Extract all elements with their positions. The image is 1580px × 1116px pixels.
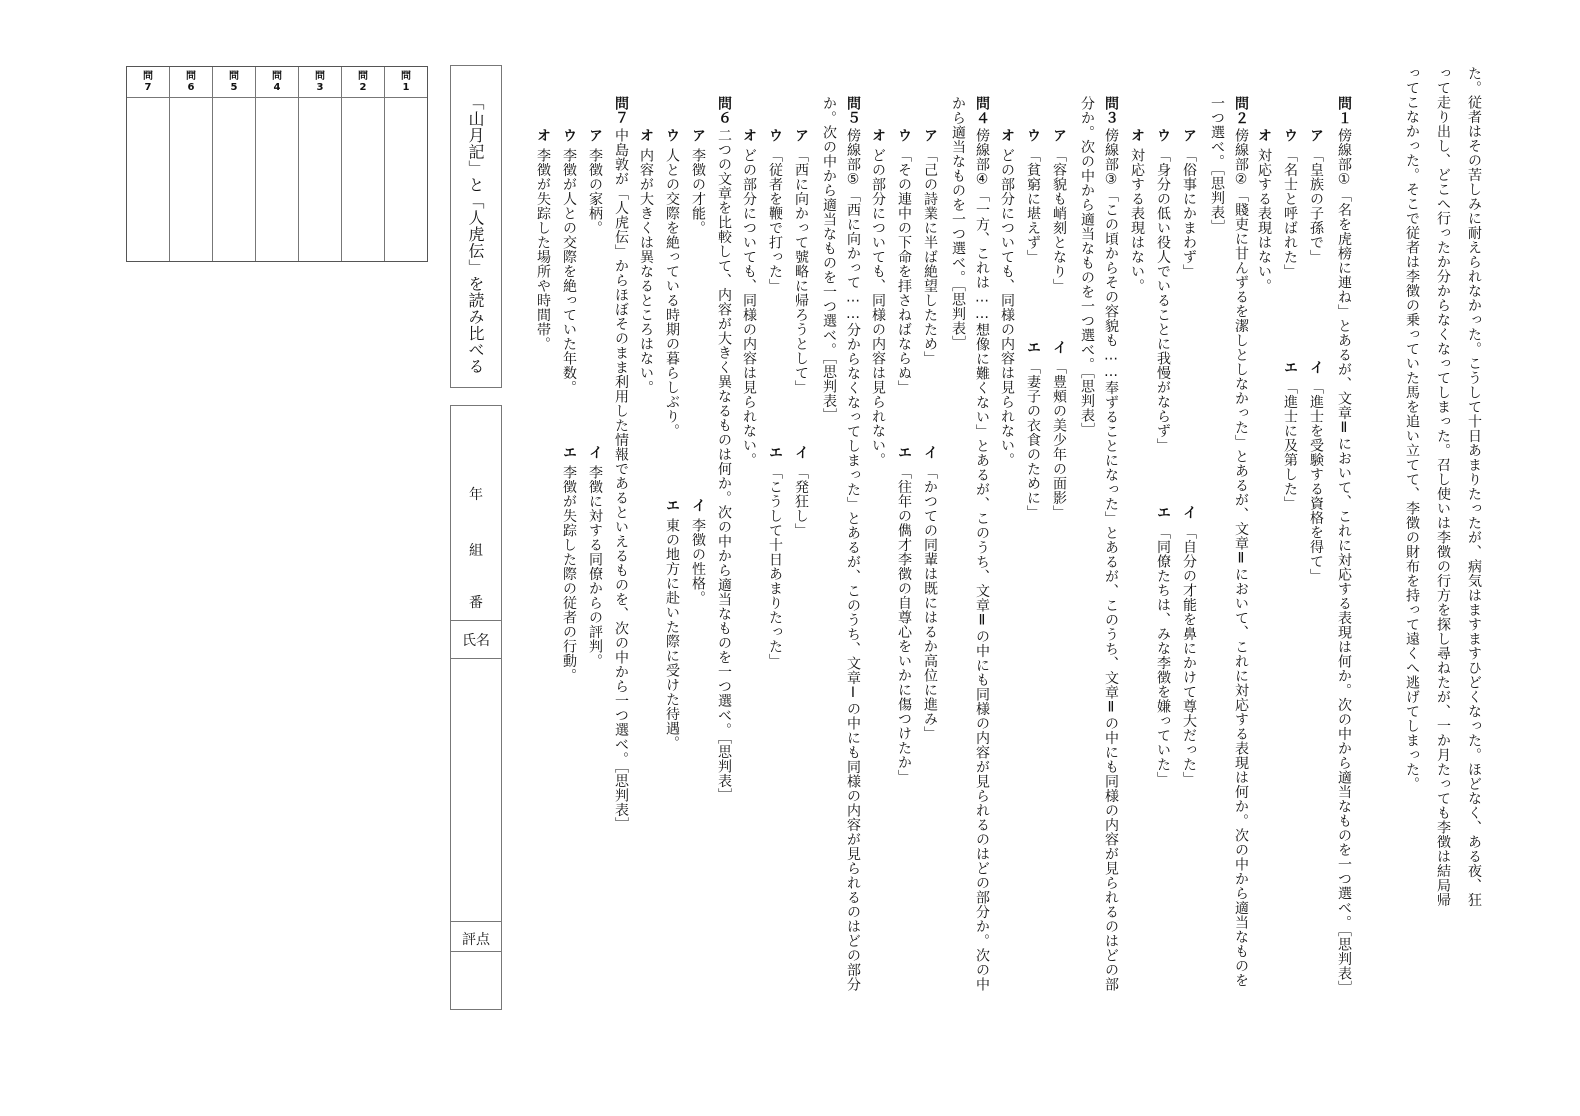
answer-cell[interactable] xyxy=(341,67,384,261)
answer-cell[interactable] xyxy=(384,67,427,261)
option-mark: ウ xyxy=(1025,128,1041,143)
question-number: 問７ xyxy=(613,96,629,125)
question-number: 問５ xyxy=(845,96,861,125)
option-text: 「進士に及第した」 xyxy=(1282,380,1298,511)
class-label: 組 xyxy=(469,543,483,559)
number-label: 番 xyxy=(469,595,483,611)
option-text: 李徴が人との交際を絶っていた年数。 xyxy=(561,148,577,395)
score-label: 評点 xyxy=(462,932,490,948)
option-text: 「容貌も峭刻となり」 xyxy=(1051,148,1067,293)
answer-header: 問 5 xyxy=(213,67,255,98)
option-mark: エ xyxy=(664,498,680,513)
option-text: 李徴の才能。 xyxy=(690,148,706,235)
option-text: 東の地方に赴いた際に受けた待遇。 xyxy=(664,518,680,750)
answer-header: 問 7 xyxy=(127,67,169,98)
question-stem: 傍線部③「この頃からその容貌も……奉ずることになった」とあるが、このうち、文章Ⅱの中にも同様の内容が見られるのはどの部 xyxy=(1103,128,1119,992)
question-stem: 二つの文章を比較して、内容が大きく異なるものは何か。次の中から適当なものを一つ選べ。［思判表］ xyxy=(716,128,732,803)
option-text: どの部分についても、同様の内容は見られない。 xyxy=(741,148,757,467)
option-text: 李徴の家柄。 xyxy=(587,148,603,235)
option-mark: イ xyxy=(587,445,603,460)
option-mark: ア xyxy=(587,128,603,143)
option-mark: イ xyxy=(793,445,809,460)
question-number: 問６ xyxy=(716,96,732,125)
option-text: 「名士と呼ばれた」 xyxy=(1282,148,1298,279)
option-mark: オ xyxy=(638,128,654,143)
option-text: 「自分の才能を鼻にかけて尊大だった」 xyxy=(1181,525,1197,786)
option-mark: オ xyxy=(870,128,886,143)
answer-cell[interactable] xyxy=(169,67,212,261)
question-stem: 中島敦が「人虎伝」からほぼそのまま利用した情報であるといえるものを、次の中から一つ選べ。［思判表］ xyxy=(613,128,629,832)
option-mark: オ xyxy=(741,128,757,143)
question-number: 問３ xyxy=(1103,96,1119,125)
name-field[interactable] xyxy=(451,659,501,921)
answer-grid xyxy=(126,66,428,262)
option-mark: ア xyxy=(793,128,809,143)
option-mark: イ xyxy=(1308,360,1324,375)
answer-cell[interactable] xyxy=(255,67,298,261)
option-mark: エ xyxy=(1282,360,1298,375)
option-mark: エ xyxy=(1025,340,1041,355)
passage-line: って走り出し、どこへ行ったか分からなくなってしまった。召し使いは李徴の行方を探し尋ねたが、一か月たっても李徴は結局帰 xyxy=(1435,66,1451,907)
question-stem: 傍線部⑤「西に向かって……分からなくなってしまった」とあるが、このうち、文章Ⅰの中にも同様の内容が見られるのはどの部分 xyxy=(845,128,861,992)
option-text: 「同僚たちは、みな李徴を嫌っていた」 xyxy=(1155,525,1171,786)
option-mark: ウ xyxy=(1155,128,1171,143)
option-text: 「従者を鞭で打った」 xyxy=(767,148,783,293)
option-text: 「妻子の衣食のために」 xyxy=(1025,360,1041,520)
option-text: どの部分についても、同様の内容は見られない。 xyxy=(870,148,886,467)
question-stem: 分か。次の中から適当なものを一つ選べ。［思判表］ xyxy=(1079,96,1095,437)
option-text: 「身分の低い役人でいることに我慢がならず」 xyxy=(1155,148,1171,453)
option-mark: オ xyxy=(999,128,1015,143)
option-text: どの部分についても、同様の内容は見られない。 xyxy=(999,148,1015,467)
divider xyxy=(451,921,501,922)
option-text: 「かつての同輩は既にはるか高位に進み」 xyxy=(922,465,938,741)
title-box xyxy=(450,65,502,388)
option-text: 「貧窮に堪えず」 xyxy=(1025,148,1041,264)
option-text: 「その連中の下命を拝さねばならぬ」 xyxy=(896,148,912,395)
option-mark: イ xyxy=(1051,340,1067,355)
question-stem: 傍線部②「賤吏に甘んずるを潔しとしなかった」とあるが、文章Ⅱにおいて、これに対応する表現は何か。次の中から適当なものを xyxy=(1233,128,1249,988)
answer-header: 問 6 xyxy=(170,67,212,98)
answer-cell[interactable] xyxy=(212,67,255,261)
option-mark: イ xyxy=(690,498,706,513)
option-mark: ア xyxy=(1051,128,1067,143)
question-stem: 傍線部④「一方、これは……想像に難くない」とあるが、このうち、文章Ⅱの中にも同様の内容が見られるのはどの部分か。次の中 xyxy=(974,128,990,992)
option-mark: ア xyxy=(1308,128,1324,143)
option-mark: ア xyxy=(690,128,706,143)
option-text: 「発狂し」 xyxy=(793,465,809,538)
score-field[interactable] xyxy=(451,952,501,1009)
option-mark: ウ xyxy=(561,128,577,143)
question-stem: 傍線部①「名を虎榜に連ね」とあるが、文章Ⅱにおいて、これに対応する表現は何か。次の中から適当なものを一つ選べ。［思判表］ xyxy=(1336,128,1352,995)
option-mark: イ xyxy=(1181,505,1197,520)
question-stem: から適当なものを一つ選べ。［思判表］ xyxy=(950,96,966,350)
option-mark: ウ xyxy=(664,128,680,143)
option-text: 「俗事にかまわず」 xyxy=(1181,148,1197,279)
answer-cell[interactable] xyxy=(127,67,169,261)
passage-line: ってこなかった。そこで従者は李徴の乗っていた馬を追い立てて、李徴の財布を持って遠くへ逃げてしまった。 xyxy=(1404,66,1420,791)
answer-header: 問 2 xyxy=(342,67,384,98)
option-text: 李徴に対する同僚からの評判。 xyxy=(587,465,603,668)
option-mark: ア xyxy=(1181,128,1197,143)
worksheet-title: 「山月記」と「人虎伝」を読み比べる xyxy=(466,94,485,375)
option-mark: イ xyxy=(922,445,938,460)
option-text: 対応する表現はない。 xyxy=(1129,148,1145,293)
option-text: 「己の詩業に半ば絶望したため」 xyxy=(922,148,938,366)
name-box xyxy=(450,405,502,1010)
answer-cell[interactable] xyxy=(298,67,341,261)
name-label: 氏名 xyxy=(462,633,490,649)
option-text: 対応する表現はない。 xyxy=(1256,148,1272,293)
option-mark: オ xyxy=(1256,128,1272,143)
answer-header: 問 1 xyxy=(385,67,427,98)
option-text: 人との交際を絶っている時期の暮らしぶり。 xyxy=(664,148,680,438)
option-mark: ウ xyxy=(767,128,783,143)
option-mark: ア xyxy=(922,128,938,143)
year-label: 年 xyxy=(469,487,483,503)
option-mark: エ xyxy=(561,445,577,460)
question-number: 問４ xyxy=(974,96,990,125)
question-stem: か。次の中から適当なものを一つ選べ。［思判表］ xyxy=(821,96,837,423)
answer-header: 問 4 xyxy=(256,67,298,98)
passage-line: た。従者はその苦しみに耐えられなかった。こうして十日あまりたったが、病気はますますひどくなった。ほどなく、ある夜、狂 xyxy=(1466,66,1482,907)
option-mark: ウ xyxy=(1282,128,1298,143)
option-mark: エ xyxy=(896,445,912,460)
option-text: 李徴が失踪した場所や時間帯。 xyxy=(535,148,551,351)
option-text: 李徴の性格。 xyxy=(690,518,706,605)
option-text: 「こうして十日あまりたった」 xyxy=(767,465,783,668)
option-text: 「西に向かって號略に帰ろうとして」 xyxy=(793,148,809,395)
option-mark: ウ xyxy=(896,128,912,143)
option-text: 「往年の儁才李徴の自尊心をいかに傷つけたか」 xyxy=(896,465,912,784)
question-stem: 一つ選べ。［思判表］ xyxy=(1209,96,1225,234)
option-mark: エ xyxy=(1155,505,1171,520)
option-mark: エ xyxy=(767,445,783,460)
divider xyxy=(451,620,501,621)
option-text: 「進士を受験する資格を得て」 xyxy=(1308,380,1324,583)
option-text: 「皇族の子孫で」 xyxy=(1308,148,1324,264)
option-text: 「豊頰の美少年の面影」 xyxy=(1051,360,1067,520)
option-text: 李徴が失踪した際の従者の行動。 xyxy=(561,465,577,683)
option-mark: オ xyxy=(535,128,551,143)
option-mark: オ xyxy=(1129,128,1145,143)
question-number: 問２ xyxy=(1233,96,1249,125)
option-text: 内容が大きくは異なるところはない。 xyxy=(638,148,654,395)
answer-header: 問 3 xyxy=(299,67,341,98)
question-number: 問１ xyxy=(1336,96,1352,125)
